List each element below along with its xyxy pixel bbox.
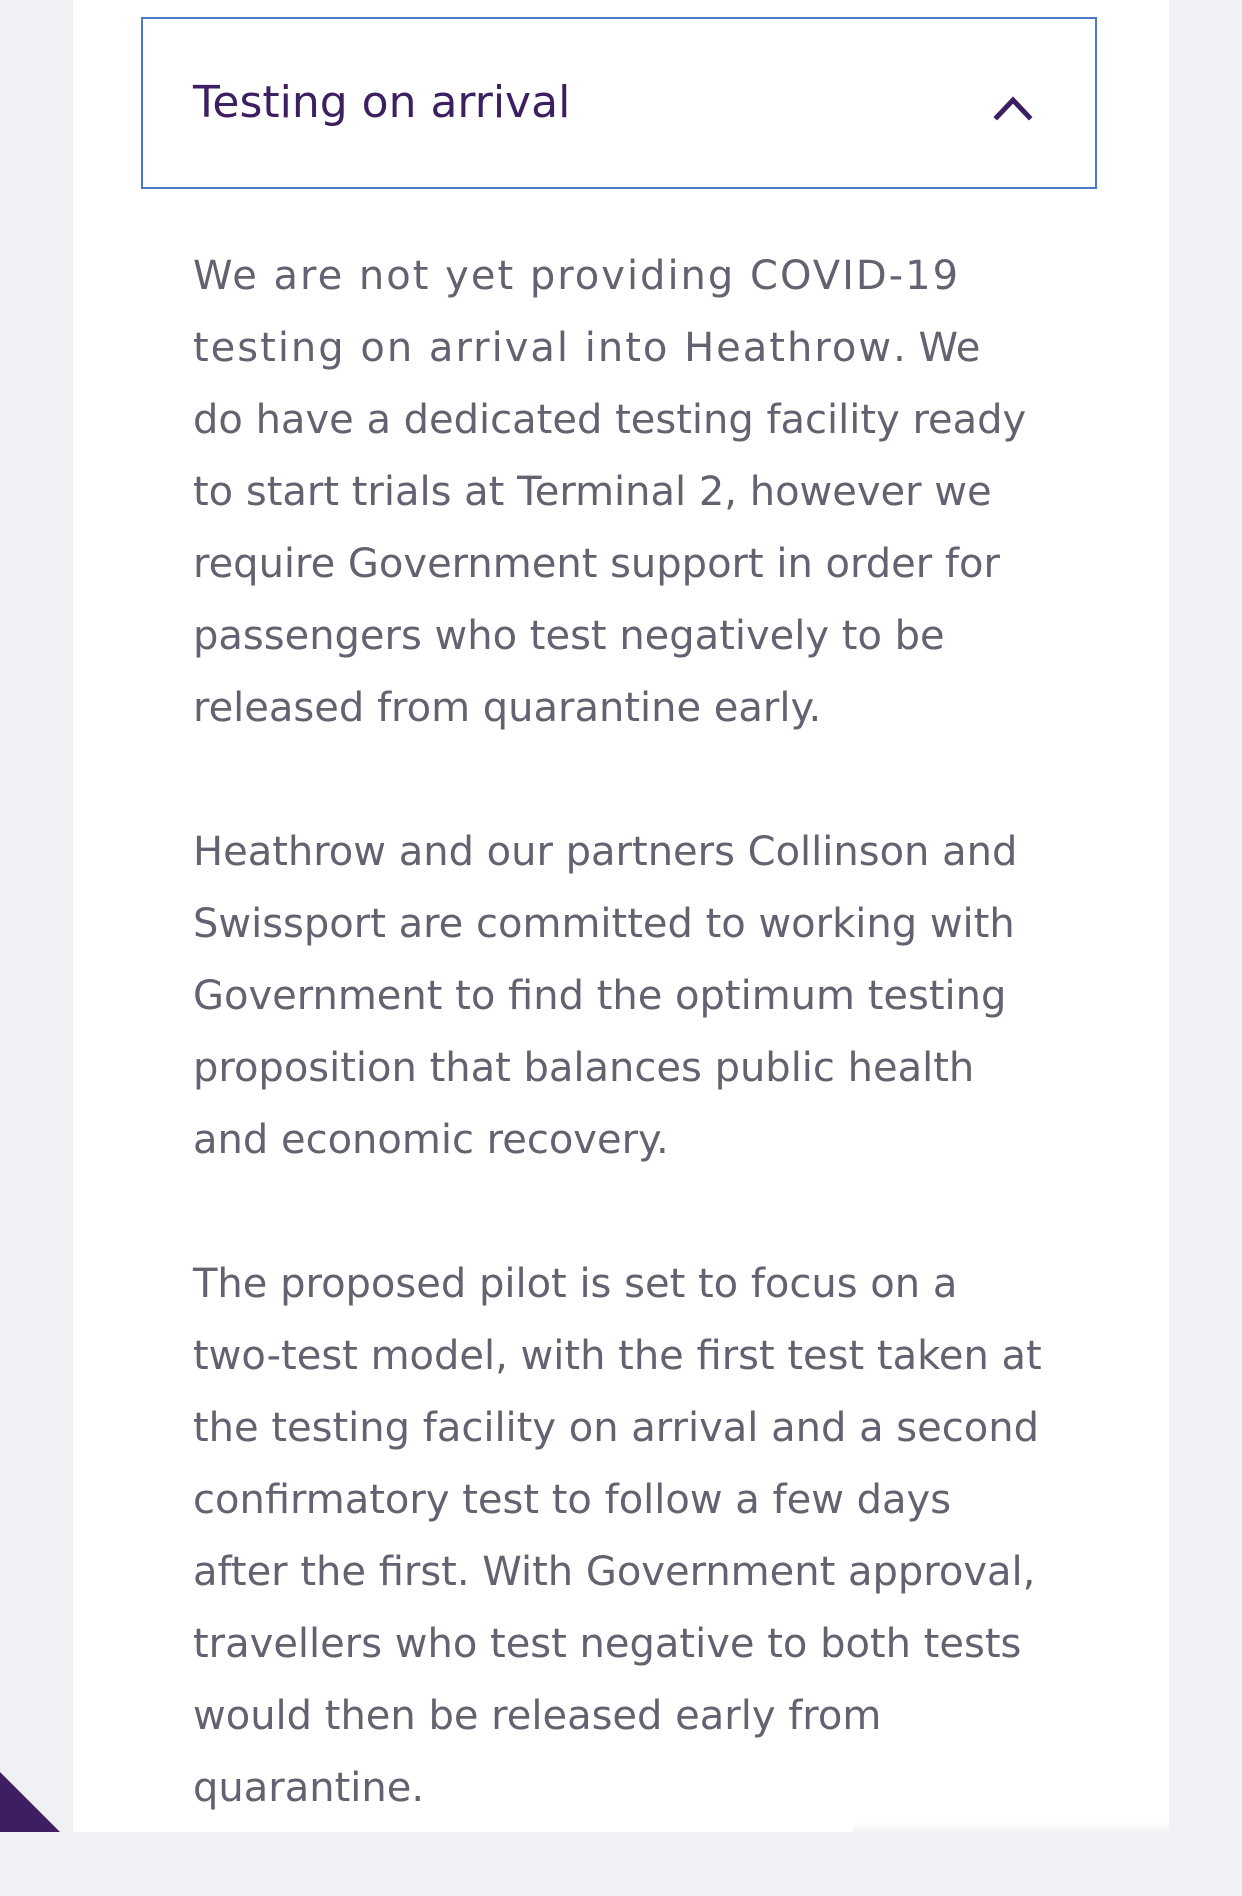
body-text: the testing facility on arrival and a second [193, 1405, 1039, 1451]
body-text: would then be released early from [193, 1693, 882, 1739]
body-text: The proposed pilot is set to focus on a [193, 1261, 958, 1307]
body-text: passengers who test negatively to be [193, 613, 945, 659]
body-text: to start trials at Terminal 2, however we [193, 469, 992, 515]
chevron-up-icon[interactable] [993, 87, 1033, 127]
body-text: after the first. With Government approval, [193, 1549, 1036, 1595]
accordion-header-testing-on-arrival[interactable] [141, 17, 1097, 189]
body-text: travellers who test negative to both tests [193, 1621, 1022, 1667]
body-text: Swissport are committed to working with [193, 901, 1015, 947]
body-text: Government to find the optimum testing [193, 973, 1007, 1019]
body-text: quarantine. [193, 1765, 425, 1811]
body-text: released from quarantine early. [193, 685, 822, 731]
body-text: two-test model, with the first test taken at [193, 1333, 1042, 1379]
accordion-content [193, 240, 1103, 1896]
body-text: . We [893, 325, 981, 371]
paragraph-not-yet-providing [193, 240, 1103, 744]
body-text: require Government support in order for [193, 541, 1000, 587]
content-card [73, 0, 1169, 1832]
accordion-title: Testing on arrival [193, 77, 571, 128]
paragraph-partners [193, 816, 1103, 1176]
body-text: Heathrow and our partners Collinson and [193, 829, 1018, 875]
body-text: do have a dedicated testing facility ready [193, 397, 1027, 443]
paragraph-proposed-pilot [193, 1248, 1103, 1824]
page-margin-right [1169, 0, 1242, 1832]
body-text: confirmatory test to follow a few days [193, 1477, 952, 1523]
lead-text: We are not yet providing COVID-19 [193, 253, 961, 299]
body-text: and economic recovery. [193, 1117, 669, 1163]
body-text: proposition that balances public health [193, 1045, 975, 1091]
corner-decoration [0, 1772, 60, 1832]
lead-text: testing on arrival into Heathrow [193, 325, 894, 371]
